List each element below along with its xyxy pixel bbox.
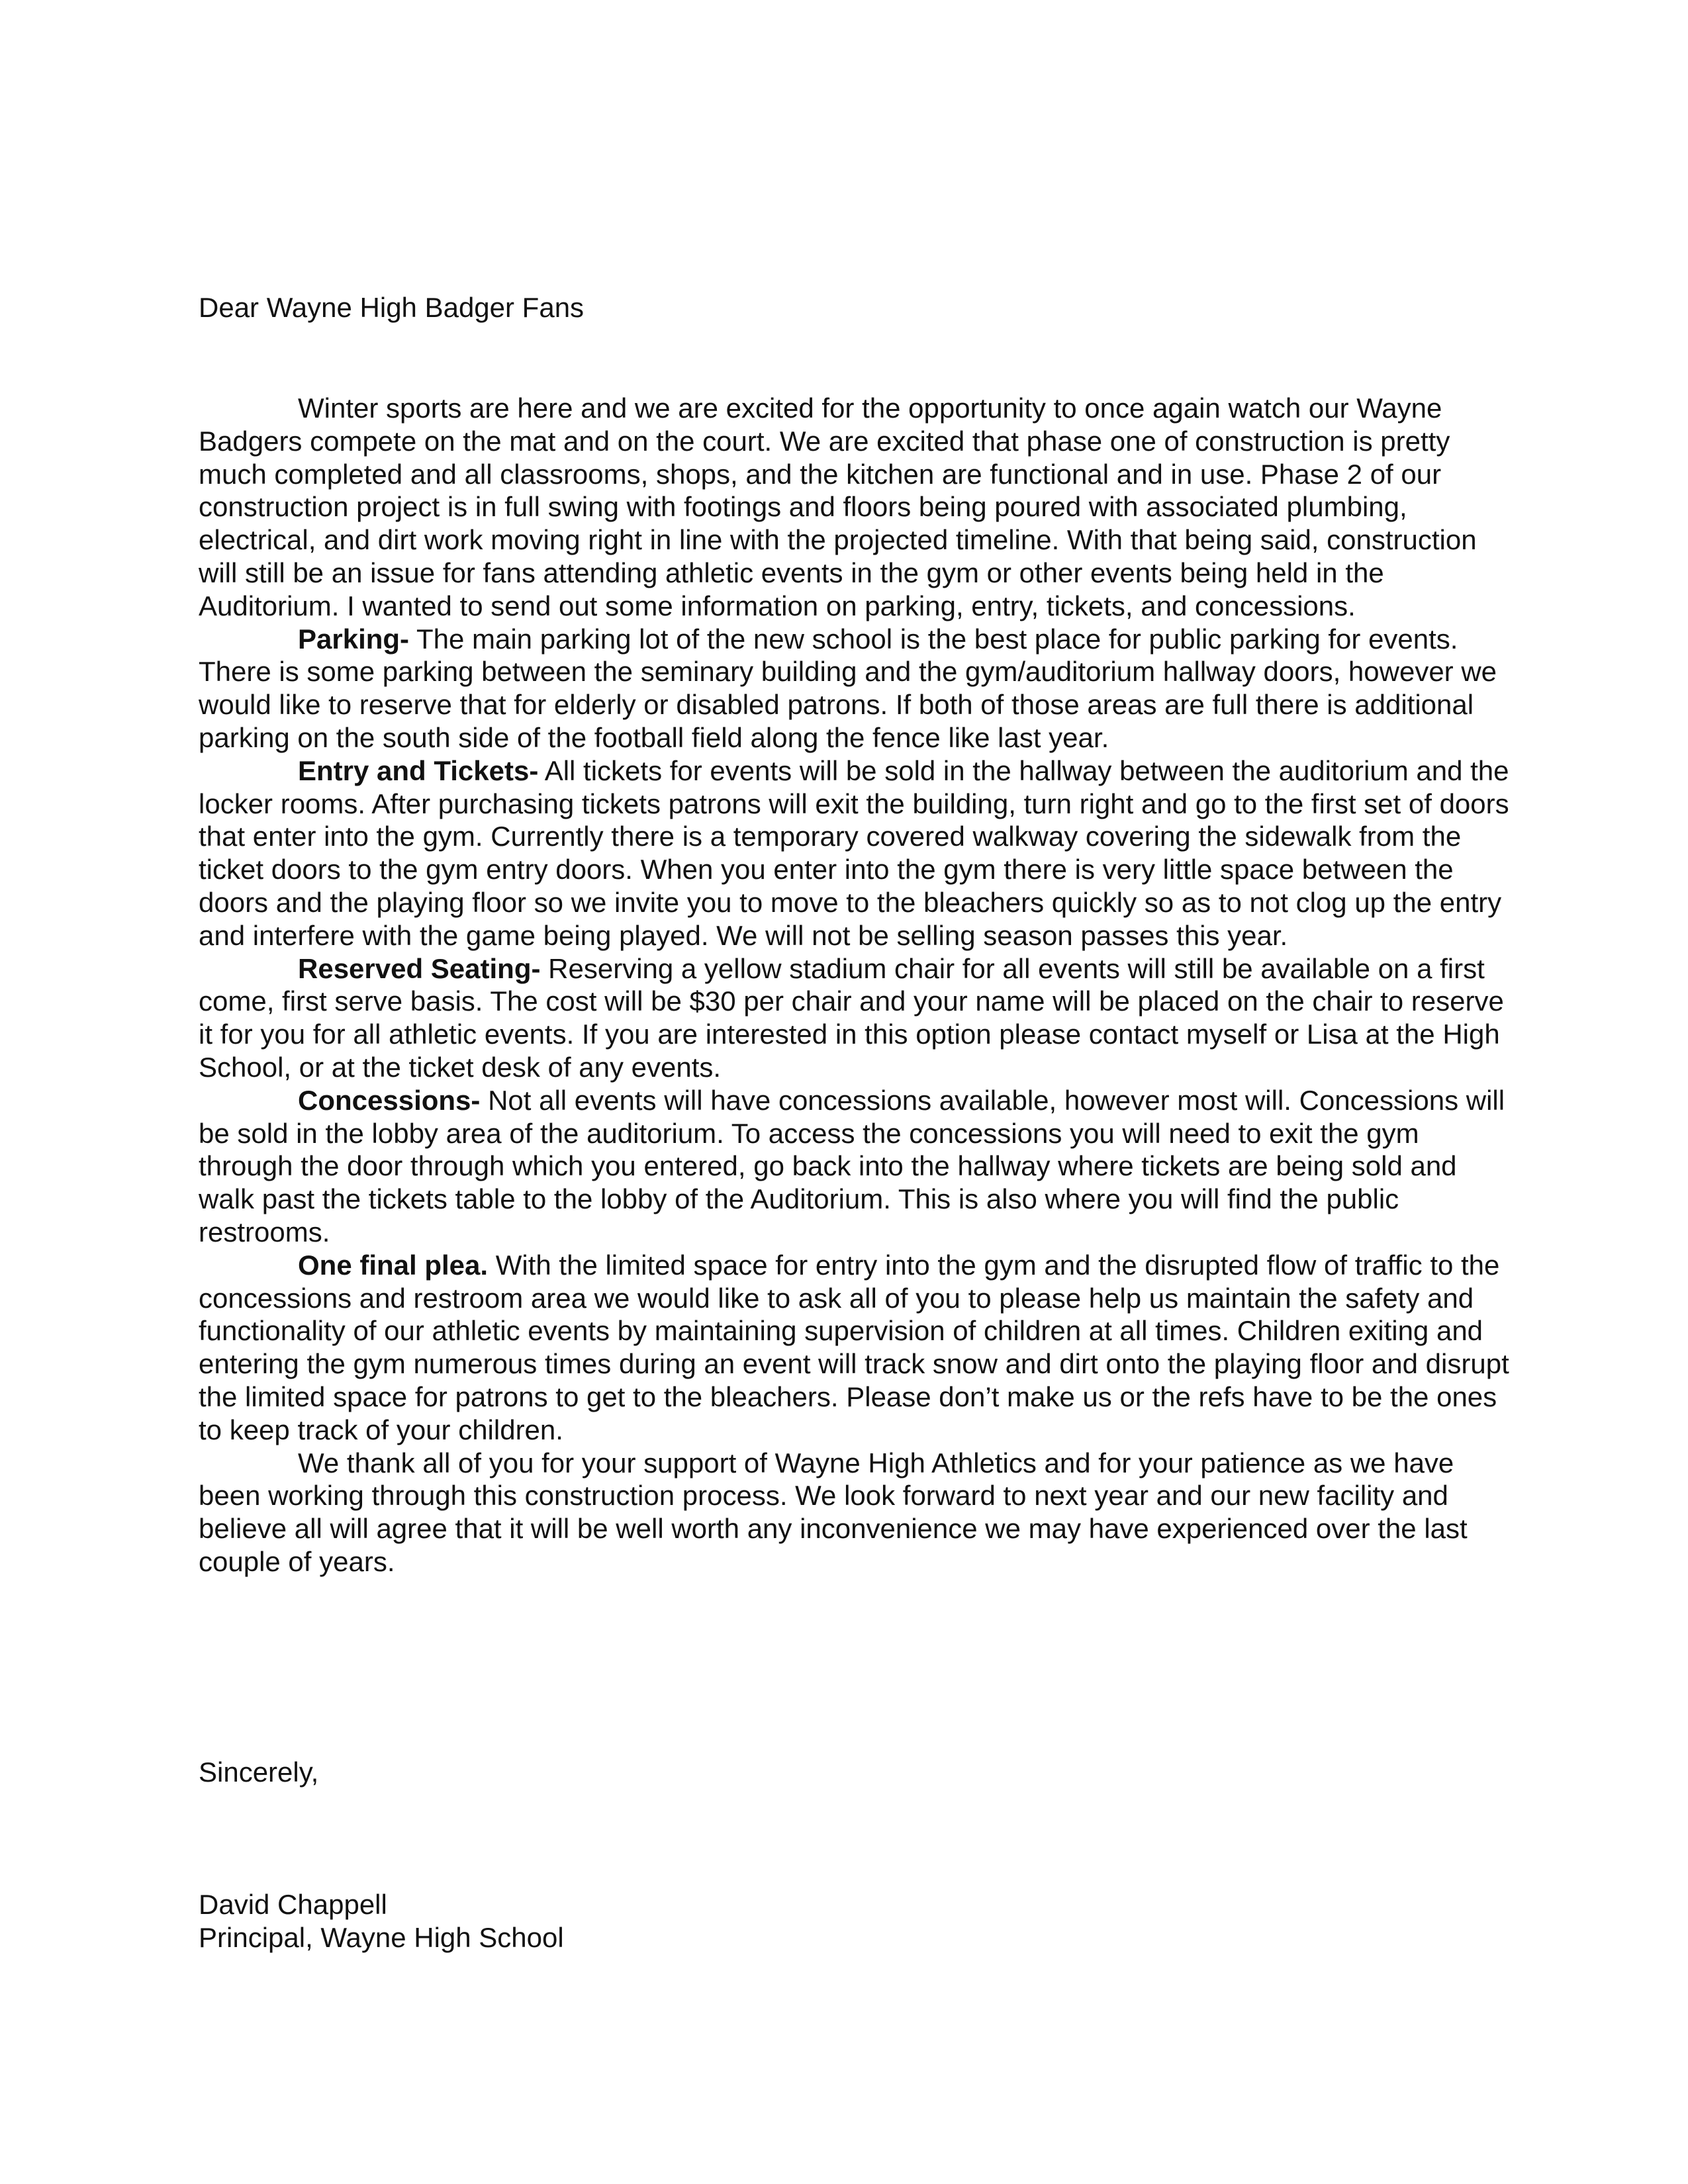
- paragraph-thanks: [199, 1447, 1516, 1578]
- closing: Sincerely,: [199, 1756, 319, 1788]
- paragraph-text: With the limited space for entry into the gym and the disrupted flow of traffic to the concessions and restroom area we would like to ask all of you to please help us maintain the safety and functionality of our athletic events by maintaining supervision of children at all times. Children exiting and entering the gym numerous times during an event will track snow and dirt onto the playing floor and disrupt the limited space for patrons to get to the bleachers. Please don’t make us or the refs have to be the ones to keep track of your children.: [199, 1249, 1509, 1445]
- paragraph-heading: Entry and Tickets-: [298, 754, 539, 786]
- paragraph-text: Winter sports are here and we are excited for the opportunity to once again watch our Wayne Badgers compete on the mat and on the court. We are excited that phase one of construction is pretty much completed and all classrooms, shops, and the kitchen are functional and in use. Phase 2 of our construction project is in full swing with footings and floors being poured with associated plumbing, electrical, and dirt work moving right in line with the projected timeline. With that being said, construction will still be an issue for fans attending athletic events in the gym or other events being held in the Auditorium. I wanted to send out some information on parking, entry, tickets, and concessions.: [199, 392, 1477, 621]
- paragraph-text: Reserving a yellow stadium chair for all events will still be available on a first come, first serve basis. The cost will be $30 per chair and your name will be placed on the chair to reserve it for you for all athletic events. If you are interested in this option please contact myself or Lisa at the High School, or at the ticket desk of any events.: [199, 952, 1504, 1083]
- signer-title: Principal, Wayne High School: [199, 1921, 564, 1953]
- paragraph-parking: [199, 623, 1516, 754]
- paragraph-text: Not all events will have concessions available, however most will. Concessions will be sold in the lobby area of the auditorium. To access the concessions you will need to exit the gym through the door through which you entered, go back into the hallway where tickets are being sold and walk past the tickets table to the lobby of the Auditorium. This is also where you will find the public restrooms.: [199, 1084, 1505, 1248]
- paragraph-text: We thank all of you for your support of Wayne High Athletics and for your patience as we have been working through this construction process. We look forward to next year and our new facility and believe all will agree that it will be well worth any inconvenience we may have experienced over the last couple of years.: [199, 1447, 1468, 1577]
- paragraph-final-plea: [199, 1249, 1516, 1447]
- signer-name: David Chappell: [199, 1889, 387, 1920]
- paragraph-heading: One final plea.: [298, 1249, 489, 1281]
- paragraph-heading: Reserved Seating-: [298, 952, 541, 984]
- paragraph-heading: Parking-: [298, 623, 410, 655]
- paragraph-text: The main parking lot of the new school is the best place for public parking for events. There is some parking between the seminary building and the gym/auditorium hallway doors, however we would like to reserve that for elderly or disabled patrons. If both of those areas are full there is additional parking on the south side of the football field along the fence like last year.: [199, 623, 1497, 753]
- paragraph-heading: Concessions-: [298, 1084, 481, 1116]
- salutation: Dear Wayne High Badger Fans: [199, 292, 585, 323]
- paragraph-reserved-seating: [199, 952, 1516, 1084]
- signature-block: [199, 1888, 1516, 1954]
- letter-body: [199, 392, 1516, 1578]
- paragraph-entry-tickets: [199, 754, 1516, 952]
- paragraph-text: All tickets for events will be sold in the hallway between the auditorium and the locker rooms. After purchasing tickets patrons will exit the building, turn right and go to the first set of doors that enter into the gym. Currently there is a temporary covered walkway covering the sidewalk from the ticket doors to the gym entry doors. When you enter into the gym there is very little space between the doors and the playing floor so we invite you to move to the bleachers quickly so as to not clog up the entry and interfere with the game being played. We will not be selling season passes this year.: [199, 754, 1509, 951]
- paragraph-intro: [199, 392, 1516, 623]
- paragraph-concessions: [199, 1084, 1516, 1249]
